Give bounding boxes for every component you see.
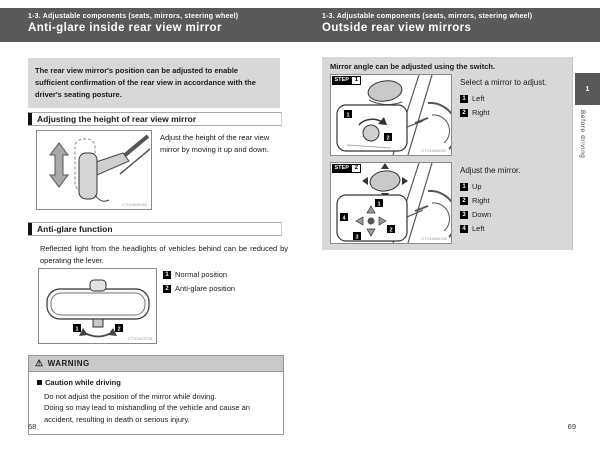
step-item-label: Left [472,94,485,103]
side-mirror-glass [369,169,401,193]
marker-badge: 2 [163,285,171,293]
step1-badge [332,76,361,85]
step-item-label: Left [472,224,485,233]
mirror-side-view-drawing [37,131,151,209]
chapter-tab-number: 1 [585,85,590,93]
chapter-tab [575,73,600,105]
mirror-select-knob [363,125,379,141]
section-bar [28,113,32,125]
page-number-right: 69 [567,422,576,431]
dashboard-switch-drawing [331,75,451,155]
marker-badge: 2 [460,109,468,117]
figure-marker-4: 4 [342,215,346,222]
page-number-left: 68 [28,422,37,431]
page-header-bar [0,8,600,42]
step-number: 1 [351,76,361,85]
warning-heading-text: Caution while driving [45,378,121,387]
warning-triangle-icon: ⚠ [35,358,44,368]
figure-marker-1: 1 [377,201,381,208]
figure-marker-1: 1 [346,112,350,119]
section-header-anti-glare [28,222,282,236]
step2-instructions [460,166,572,238]
step-item [460,196,572,205]
marker-badge: 1 [460,95,468,103]
figure-code: CTH13AT078 [127,336,152,341]
figure-marker-2: 2 [117,326,121,333]
step1-title: Select a mirror to adjust. [460,78,547,87]
step-item-label: Right [472,196,490,205]
marker-badge: 1 [460,183,468,191]
warning-line: Doing so may lead to mishandling of the vehicle and cause an accident, resulting in death or serious injury. [44,403,250,424]
mirror-height-illustration [36,130,152,210]
step-item [460,210,572,219]
figure-marker-2: 2 [389,227,393,234]
side-mirror-glass [367,79,403,104]
step-word: STEP [332,76,351,85]
mirror-front-view-drawing [39,269,156,343]
marker-badge: 4 [460,225,468,233]
anti-glare-legend [163,270,235,298]
section-header-adjusting-height [28,112,282,126]
right-page-header [322,13,532,34]
step-item-label: Up [472,182,482,191]
mirror-adjust-switch-illustration [330,162,452,244]
section1-body-text: Adjust the height of the rear view mirror by moving it up and down. [160,133,270,154]
warning-header [29,356,283,372]
intro-summary-box: The rear view mirror's position can be adjusted to enable sufficient confirmation of the rear view in accordance with the driver's seating posture. [28,58,280,108]
step-number: 2 [351,164,361,173]
warning-heading [37,377,275,389]
step-item [460,94,572,103]
warning-box [28,355,284,435]
right-intro-text: Mirror angle can be adjusted using the switch. [330,62,496,71]
figure-code: CTH13AW048 [421,236,447,241]
legend-item [163,270,235,279]
up-down-arrow-icon [50,143,68,187]
anti-glare-lever-illustration [38,268,157,344]
page-title: Anti-glare inside rear view mirror [28,22,222,34]
page-title: Outside rear view mirrors [322,22,472,34]
section-title: Anti-glare function [37,224,113,234]
step-word: STEP [332,164,351,173]
legend-item [163,284,235,293]
warning-line: Do not adjust the position of the mirror while driving. [44,391,217,401]
square-bullet-icon [37,380,42,385]
step1-instructions [460,78,572,122]
chapter-tab-label: Before driving [579,110,586,159]
figure-code: CTH13AW066 [121,202,147,207]
breadcrumb: 1-3. Adjustable components (seats, mirrors, steering wheel) [28,13,239,20]
figure-marker-1: 1 [75,326,79,333]
anti-glare-lever [93,319,103,327]
step2-title: Adjust the mirror. [460,166,521,175]
step-item [460,182,572,191]
step-item-label: Right [472,108,490,117]
marker-badge: 3 [460,211,468,219]
left-page-header [28,13,238,34]
adjust-pad-center [368,218,375,225]
step2-badge [332,164,361,173]
breadcrumb: 1-3. Adjustable components (seats, mirrors, steering wheel) [322,13,533,20]
figure-code: CTH13AW047 [421,148,447,153]
figure-marker-2: 2 [386,135,390,142]
dashboard-adjust-drawing [331,163,451,243]
mirror-select-switch-illustration [330,74,452,156]
marker-badge: 1 [163,271,171,279]
section-title: Adjusting the height of rear view mirror [37,114,197,124]
legend-label: Normal position [175,270,228,279]
step-item-label: Down [472,210,492,219]
legend-label: Anti-glare position [175,284,236,293]
section-bar [28,223,32,235]
step-item [460,108,572,117]
warning-title: WARNING [47,359,90,368]
section2-body-text: Reflected light from the headlights of vehicles behind can be reduced by operating the lever. [40,244,288,265]
panel-edge-rule [572,57,573,250]
warning-body [29,372,283,434]
step-item [460,224,572,233]
figure-marker-3: 3 [355,234,359,241]
marker-badge: 2 [460,197,468,205]
